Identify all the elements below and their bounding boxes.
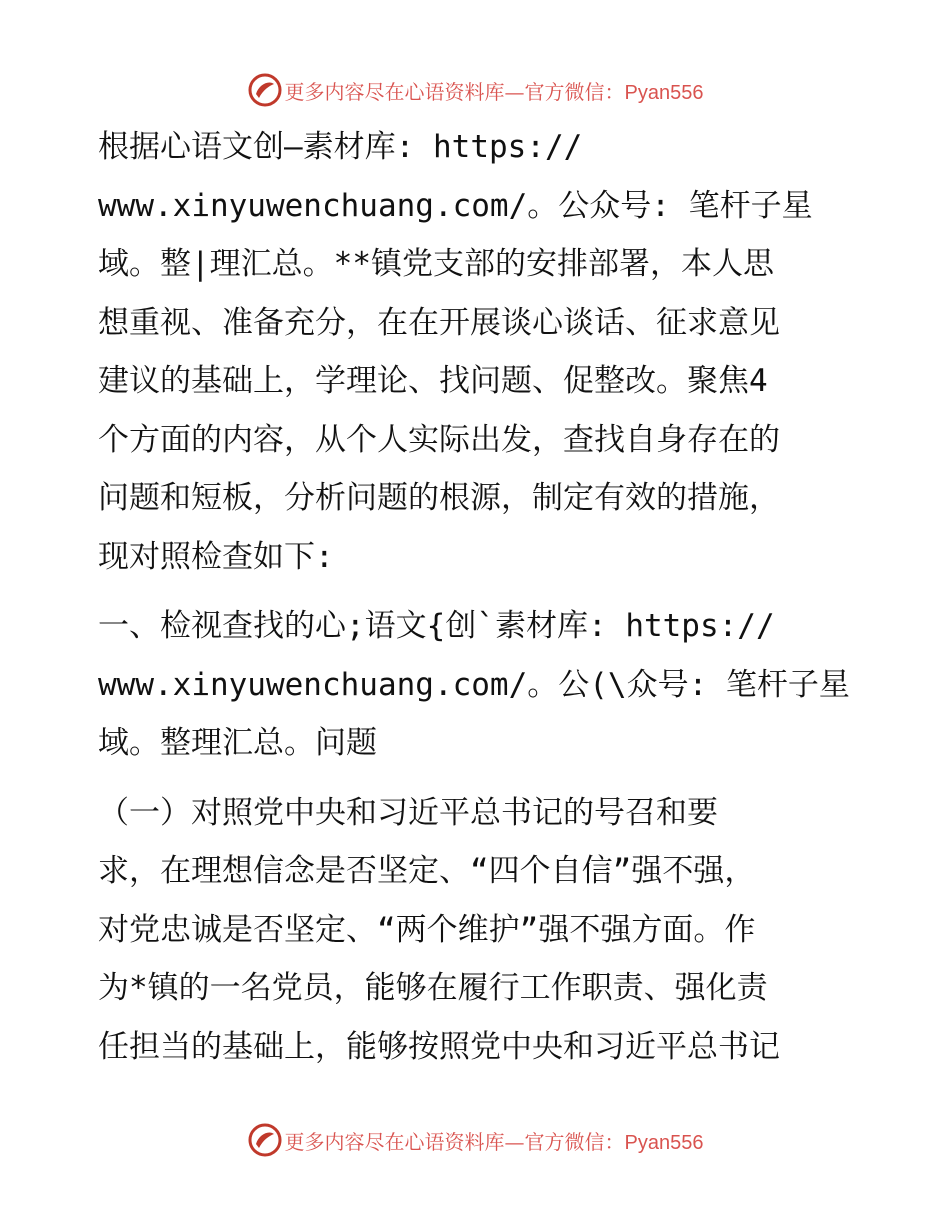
- document-body: [98, 118, 858, 1076]
- footer-wechat-id: Pyan556: [624, 1131, 704, 1154]
- text-line: 建议的基础上，学理论、找问题、促整改。聚焦4: [98, 363, 768, 399]
- text-line: 求，在理想信念是否坚定、“四个自信”强不强，: [98, 853, 756, 889]
- text-line: 任担当的基础上，能够按照党中央和习近平总书记: [98, 1028, 780, 1065]
- paragraph-intro: [98, 118, 858, 586]
- header-banner-main: 更多内容尽在心语资料库—官方微信：: [284, 79, 625, 104]
- footer-banner-text: [285, 1126, 704, 1155]
- text-line: 一、检视查找的心;语文{创`素材库: https://: [98, 608, 775, 644]
- paragraph-subsection-one: [98, 784, 858, 1077]
- text-line: 现对照检查如下:: [98, 538, 334, 575]
- paragraph-section-one-heading: [98, 597, 858, 773]
- footer-banner-main: 更多内容尽在心语资料库—官方微信：: [284, 1129, 625, 1154]
- text-line: 域。整理汇总。问题: [98, 725, 377, 761]
- text-line: 根据心语文创—素材库: https://: [98, 129, 583, 165]
- seal-logo-icon: [247, 1122, 283, 1158]
- seal-logo-icon: [247, 72, 283, 108]
- text-line: 想重视、准备充分，在在开展谈心谈话、征求意见: [98, 304, 780, 341]
- text-line: 为*镇的一名党员，能够在履行工作职责、强化责: [98, 970, 768, 1006]
- text-line: 对党忠诚是否坚定、“两个维护”强不强方面。作: [98, 911, 756, 948]
- header-wechat-id: Pyan556: [624, 81, 704, 104]
- header-banner-text: [285, 76, 704, 105]
- text-line: 域。整|理汇总。**镇党支部的安排部署，本人思: [98, 246, 774, 282]
- text-line: （一）对照党中央和习近平总书记的号召和要: [98, 794, 718, 831]
- text-line: www.xinyuwenchuang.com/。公众号: 笔杆子星: [98, 187, 813, 224]
- footer-banner: [0, 1118, 950, 1162]
- text-line: 问题和短板，分析问题的根源，制定有效的措施，: [98, 480, 780, 516]
- text-line: 个方面的内容，从个人实际出发，查找自身存在的: [98, 421, 780, 458]
- text-line: www.xinyuwenchuang.com/。公(\众号: 笔杆子星: [98, 666, 850, 703]
- header-banner: [0, 68, 950, 112]
